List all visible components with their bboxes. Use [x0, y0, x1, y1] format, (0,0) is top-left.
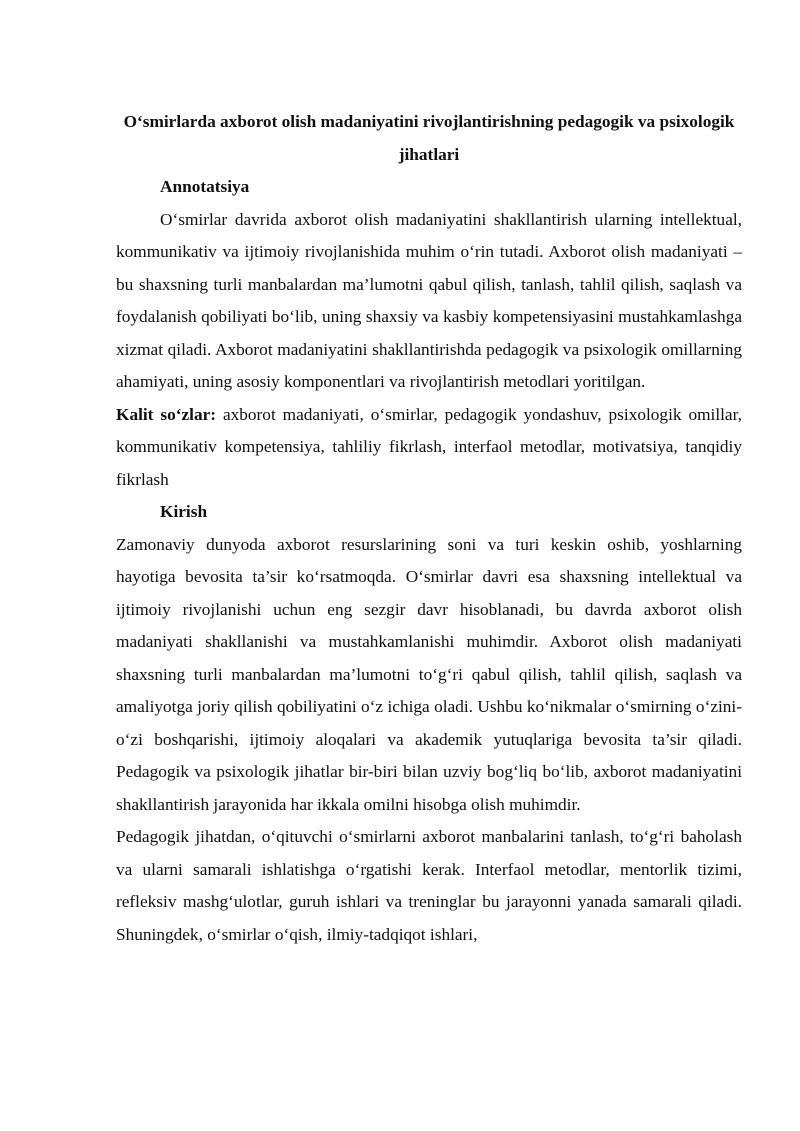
intro-heading: Kirish: [160, 502, 208, 521]
keywords-paragraph: [116, 399, 742, 497]
intro-paragraph-2: Pedagogik jihatdan, o‘qituvchi o‘smirlarni axborot manbalarini tanlash, to‘g‘ri baholash va ularni samarali ishlatishga o‘rgatishi kerak. Interfaol metodlar, mentorlik tizimi, refleksiv mashg‘ulotlar, guruh ishlari va treninglar bu jarayonni yanada samarali qiladi. Shuningdek, o‘smirlar o‘qish, ilmiy-tadqiqot ishlari,: [116, 827, 742, 944]
keywords-label: Kalit so‘zlar:: [116, 404, 217, 424]
annotation-heading: Annotatsiya: [160, 177, 250, 196]
annotation-paragraph: O‘smirlar davrida axborot olish madaniyatini shakllantirish ularning intellektual, kommunikativ va ijtimoiy rivojlanishida muhim o‘rin tutadi. Axborot olish madaniyati – bu shaxsning turli manbalardan ma’lumotni qabul qilish, tanlash, tahlil qilish, saqlash va foydalanish qobiliyati bo‘lib, uning shaxsiy va kasbiy kompetensiyasini mustahkamlashga xizmat qiladi. Axborot madaniyatini shakllantirishda pedagogik va psixologik omillarning ahamiyati, uning asosiy komponentlari va rivojlantirish metodlari yoritilgan.: [116, 209, 742, 391]
keywords-text: axborot madaniyati, o‘smirlar, pedagogik yondashuv, psixologik omillar, kommunikativ kompetensiya, tahliliy fikrlash, interfaol metodlar, motivatsiya, tanqidiy fikrlash: [116, 404, 742, 489]
document-page: [116, 106, 742, 951]
intro-paragraph-1: Zamonaviy dunyoda axborot resurslarining soni va turi keskin oshib, yoshlarning hayotiga bevosita ta’sir ko‘rsatmoqda. O‘smirlar davri esa shaxsning intellektual va ijtimoiy rivojlanishi uchun eng sezgir davr hisoblanadi, bu davrda axborot olish madaniyati shakllanishi va mustahkamlanishi muhimdir. Axborot olish madaniyati shaxsning turli manbalardan ma’lumotni to‘g‘ri qabul qilish, tahlil qilish, saqlash va amaliyotga joriy qilish qobiliyatini o‘z ichiga oladi. Ushbu ko‘nikmalar o‘smirning o‘zini-o‘zi boshqarishi, ijtimoiy aloqalari va akademik yutuqlariga bevosita ta’sir qiladi. Pedagogik va psixologik jihatlar bir-biri bilan uzviy bog‘liq bo‘lib, axborot madaniyatini shakllantirish jarayonida har ikkala omilni hisobga olish muhimdir.: [116, 534, 742, 814]
document-title: O‘smirlarda axborot olish madaniyatini rivojlantirishning pedagogik va psixologik jihatlari: [123, 112, 735, 164]
